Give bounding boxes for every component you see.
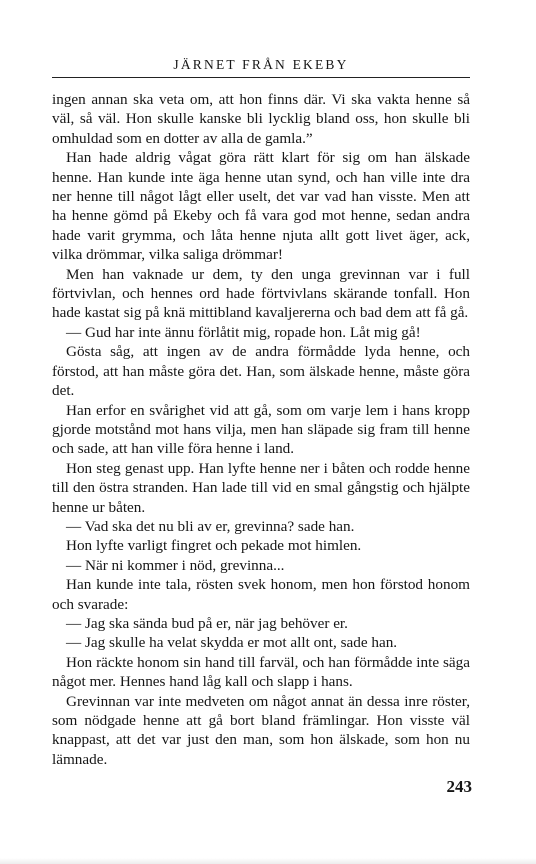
page-number: 243 xyxy=(446,777,472,796)
paragraph-2: Han hade aldrig vågat göra rätt klart för sig om han älskade henne. Han kunde inte äga henne utan synd, och han ville inte dra ner henne till något lågt eller uselt, det var vad han visste. Men att ha henne gömd på Ekeby och få vara god mot henne, sedan andra hade varit grymma, och låta henne njuta allt gott livet äger, ack, vilka drömmar, vilka saliga drömmar! xyxy=(52,149,470,264)
paragraph-15: Grevinnan var inte medveten om något annat än dessa inre röster, som nödgade henne att gå bort bland främlingar. Hon visste väl knappast, att det var just den man, som hon älskade, som hon nu lämnade. xyxy=(52,692,470,768)
paragraph-4: — Gud har inte ännu förlåtit mig, ropade hon. Låt mig gå! xyxy=(66,323,421,341)
paragraph-14: Hon räckte honom sin hand till farväl, och han förmådde inte säga något mer. Hennes hand låg kall och slapp i hans. xyxy=(52,653,470,691)
paragraph-8: — Vad ska det nu bli av er, grevinna? sade han. xyxy=(66,517,355,535)
paragraph-7: Hon steg genast upp. Han lyfte henne ner i båten och rodde henne till den östra stranden. Han lade till vid en smal gångstig och hjälpte henne ur båten. xyxy=(52,459,470,516)
paragraph-11: Han kunde inte tala, rösten svek honom, men hon förstod honom och svarade: xyxy=(52,576,470,613)
paragraph-12: — Jag ska sända bud på er, när jag behöver er. xyxy=(66,614,348,632)
paragraph-10: — När ni kommer i nöd, grevinna... xyxy=(66,556,285,574)
paragraph-3: Men han vaknade ur dem, ty den unga grevinnan var i full förtvivlan, och hennes ord hade förtvivlans skärande tonfall. Hon hade kastat sig på knä mittibland kavaljererna och bad dem att få gå. xyxy=(52,265,470,322)
body-text xyxy=(52,90,470,769)
page-bottom-edge xyxy=(0,858,536,864)
paragraph-1: ingen annan ska veta om, att hon finns där. Vi ska vakta henne så väl, så väl. Hon skulle kanske bli lycklig bland oss, hon skulle bli omhuldad som en dotter av alla de gamla.” xyxy=(52,91,470,147)
header-rule xyxy=(52,77,470,78)
paragraph-13: — Jag skulle ha velat skydda er mot allt ont, sade han. xyxy=(66,634,398,652)
running-head: JÄRNET FRÅN EKEBY xyxy=(173,57,349,72)
paragraph-6: Han erfor en svårighet vid att gå, som om varje lem i hans kropp gjorde motstånd mot hans vilja, men han släpade sig fram till henne och sade, att han ville föra henne i land. xyxy=(52,401,470,458)
paragraph-9: Hon lyfte varligt fingret och pekade mot himlen. xyxy=(66,537,362,555)
paragraph-5: Gösta såg, att ingen av de andra förmådde lyda henne, och förstod, att han måste göra det. Han, som älskade henne, måste göra det. xyxy=(52,343,470,400)
